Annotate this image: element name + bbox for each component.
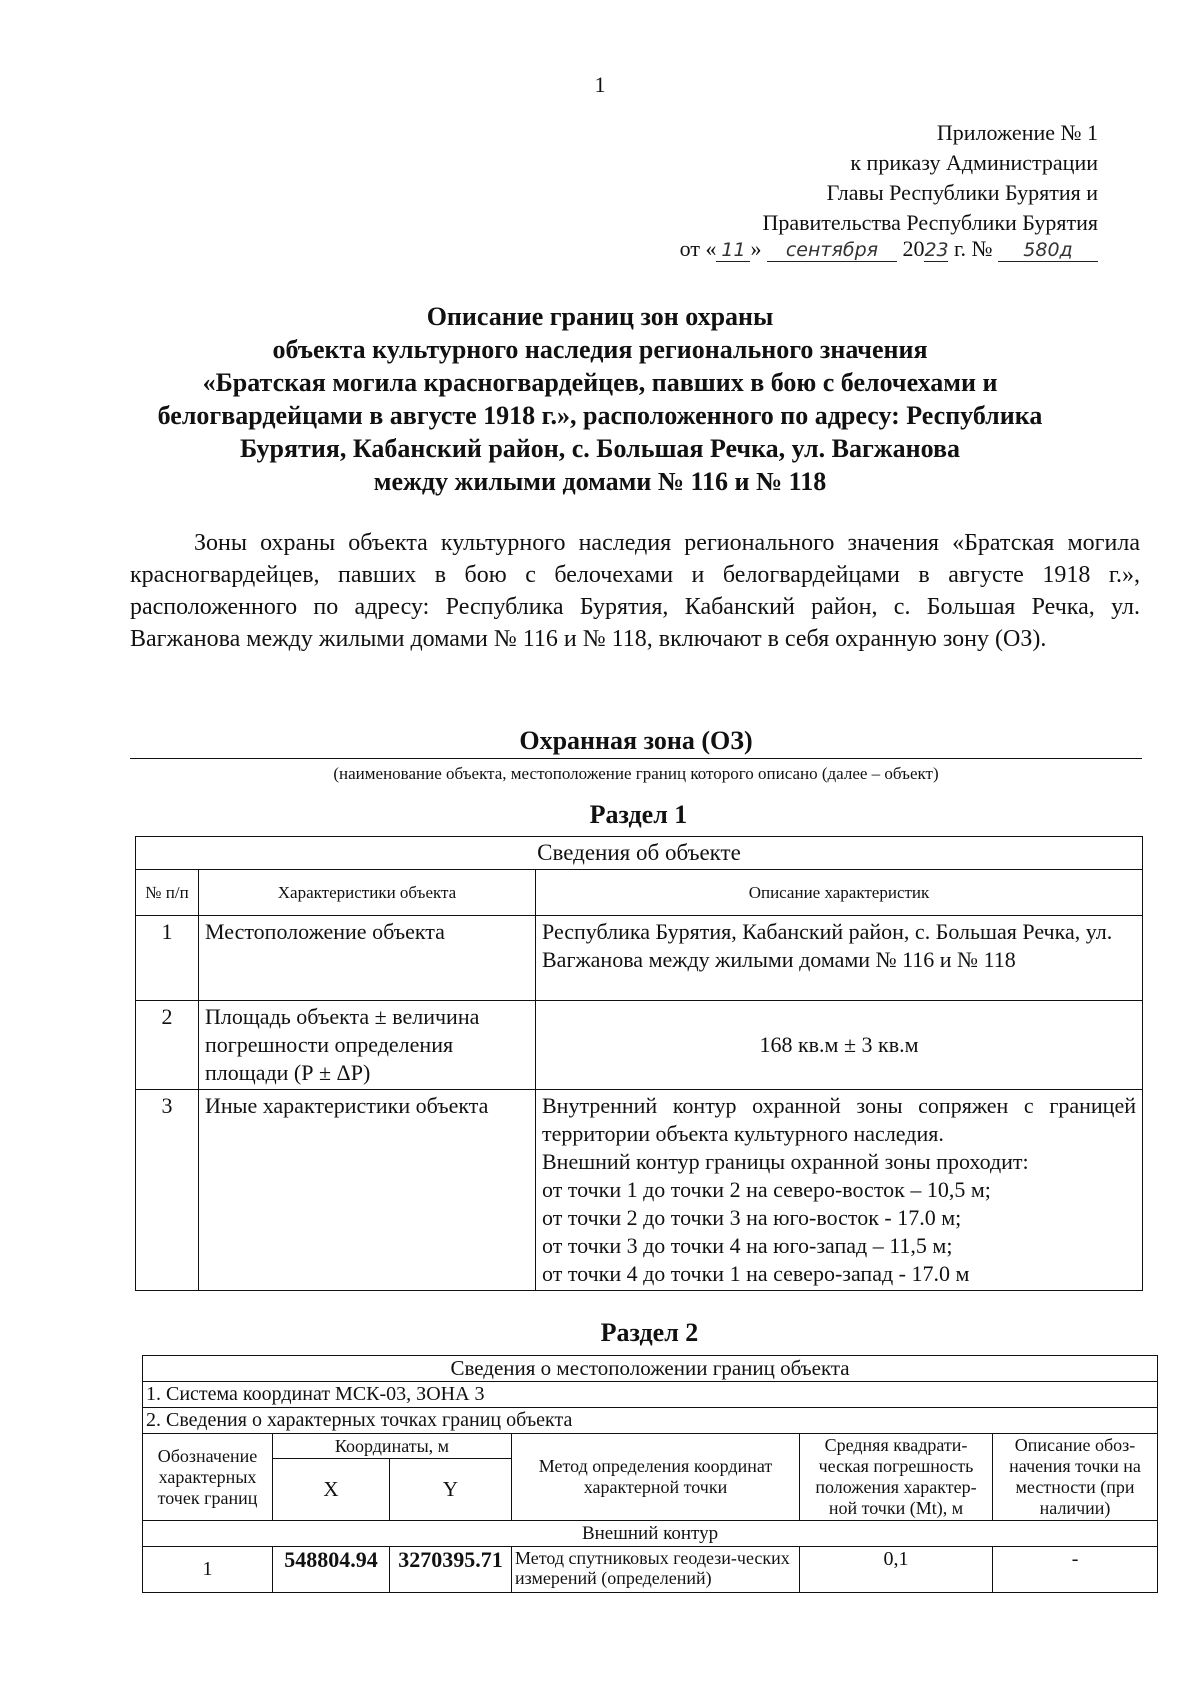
handwritten-year: 23 — [924, 239, 949, 261]
desc-line: от точки 1 до точки 2 на северо-восток – 10,5 м; — [542, 1177, 991, 1202]
section1-caption: Сведения об объекте — [136, 837, 1143, 870]
header-coords: Координаты, м — [273, 1434, 512, 1459]
row-num: 1 — [136, 916, 199, 1001]
handwritten-day: 11 — [716, 239, 750, 262]
point-description: - — [993, 1547, 1158, 1593]
point-x: 548804.94 — [273, 1547, 390, 1593]
header-y: Y — [390, 1459, 512, 1521]
date-mid: » — [750, 236, 762, 261]
handwritten-number: 580д — [998, 239, 1098, 262]
row-name: Местоположение объекта — [199, 916, 536, 1001]
header-point-description: Описание обоз-начения точки на местности (при наличии) — [993, 1434, 1158, 1521]
document-title — [90, 300, 1110, 498]
table-row — [143, 1547, 1158, 1593]
header-x: X — [273, 1459, 390, 1521]
point-y: 3270395.71 — [390, 1547, 512, 1593]
zone-heading: Охранная зона (ОЗ) — [130, 726, 1142, 759]
desc-line: Внутренний контур охранной зоны сопряжен с границей территории объекта культурного наследия. — [542, 1093, 1136, 1146]
row-name: Площадь объекта ± величина погрешности определения площади (Р ± ΔР) — [199, 1001, 536, 1090]
appendix-line: Приложение № 1 — [936, 120, 1098, 145]
desc-line: Внешний контур границы охранной зоны проходит: — [542, 1149, 1029, 1174]
row-desc — [536, 1090, 1143, 1291]
appendix-header — [762, 118, 1098, 238]
desc-line: от точки 4 до точки 1 на северо-запад - 17.0 м — [542, 1261, 970, 1286]
title-line: Описание границ зон охраны — [426, 302, 774, 331]
date-prefix: от « — [679, 236, 717, 261]
row-desc: 168 кв.м ± 3 кв.м — [536, 1001, 1143, 1090]
header-error: Средняя квадрати-ческая погрешность положения характер-ной точки (Mt), м — [800, 1434, 993, 1521]
year-tail: г. № — [953, 236, 993, 261]
year-prefix: 20 — [902, 236, 925, 261]
zone-note: (наименование объекта, местоположение границ которого описано (далее – объект) — [333, 764, 939, 783]
appendix-line: Главы Республики Бурятия и — [826, 180, 1098, 205]
title-line: объекта культурного наследия регионального значения — [272, 335, 928, 364]
row-name: Иные характеристики объекта — [199, 1090, 536, 1291]
desc-line: от точки 3 до точки 4 на юго-запад – 11,5 м; — [542, 1233, 953, 1258]
header-description: Описание характеристик — [536, 870, 1143, 916]
section2-caption: Сведения о местоположении границ объекта — [143, 1356, 1158, 1382]
contour-label: Внешний контур — [143, 1521, 1158, 1547]
desc-line: от точки 2 до точки 3 на юго-восток - 17.0 м; — [542, 1205, 962, 1230]
appendix-line: к приказу Администрации — [850, 150, 1098, 175]
points-title: 2. Сведения о характерных точках границ объекта — [143, 1408, 1158, 1434]
table-row — [136, 1001, 1143, 1090]
section1-heading: Раздел 1 — [589, 800, 688, 829]
point-method: Метод спутниковых геодези-ческих измерений (определений) — [512, 1547, 800, 1593]
coordinate-system: 1. Система координат МСК-03, ЗОНА 3 — [143, 1382, 1158, 1408]
header-method: Метод определения координат характерной точки — [512, 1434, 800, 1521]
table-row — [136, 1090, 1143, 1291]
handwritten-month: сентября — [767, 239, 897, 262]
header-num: № п/п — [136, 870, 199, 916]
row-desc: Республика Бурятия, Кабанский район, с. Большая Речка, ул. Вагжанова между жилыми домами № 116 и № 118 — [536, 916, 1143, 1001]
order-date-line — [680, 236, 1098, 262]
appendix-line: Правительства Республики Бурятия — [762, 210, 1098, 235]
title-line: Бурятия, Кабанский район, с. Большая Речка, ул. Вагжанова — [239, 434, 960, 463]
title-line: «Братская могила красногвардейцев, павших в бою с белочехами и — [202, 368, 998, 397]
point-id: 1 — [143, 1547, 273, 1593]
intro-paragraph: Зоны охраны объекта культурного наследия регионального значения «Братская могила красногвардейцев, павших в бою с белочехами и белогвардейцами в августе 1918 г.», расположенного по адресу: Республика Бурятия, Кабанский район, с. Большая Речка, ул. Вагжанова между жилыми домами № 116 и № 118, включают в себя охранную зону (ОЗ). — [130, 530, 1140, 652]
section2-heading: Раздел 2 — [600, 1318, 699, 1347]
header-designation: Обозначение характерных точек границ — [143, 1434, 273, 1521]
section2-table — [142, 1355, 1158, 1593]
header-characteristics: Характеристики объекта — [199, 870, 536, 916]
section1-table — [135, 836, 1143, 1291]
table-row — [136, 916, 1143, 1001]
row-num: 3 — [136, 1090, 199, 1291]
page-number: 1 — [594, 72, 606, 97]
row-num: 2 — [136, 1001, 199, 1090]
title-line: белогвардейцами в августе 1918 г.», расположенного по адресу: Республика — [157, 401, 1043, 430]
point-error: 0,1 — [800, 1547, 993, 1593]
title-line: между жилыми домами № 116 и № 118 — [373, 467, 827, 496]
